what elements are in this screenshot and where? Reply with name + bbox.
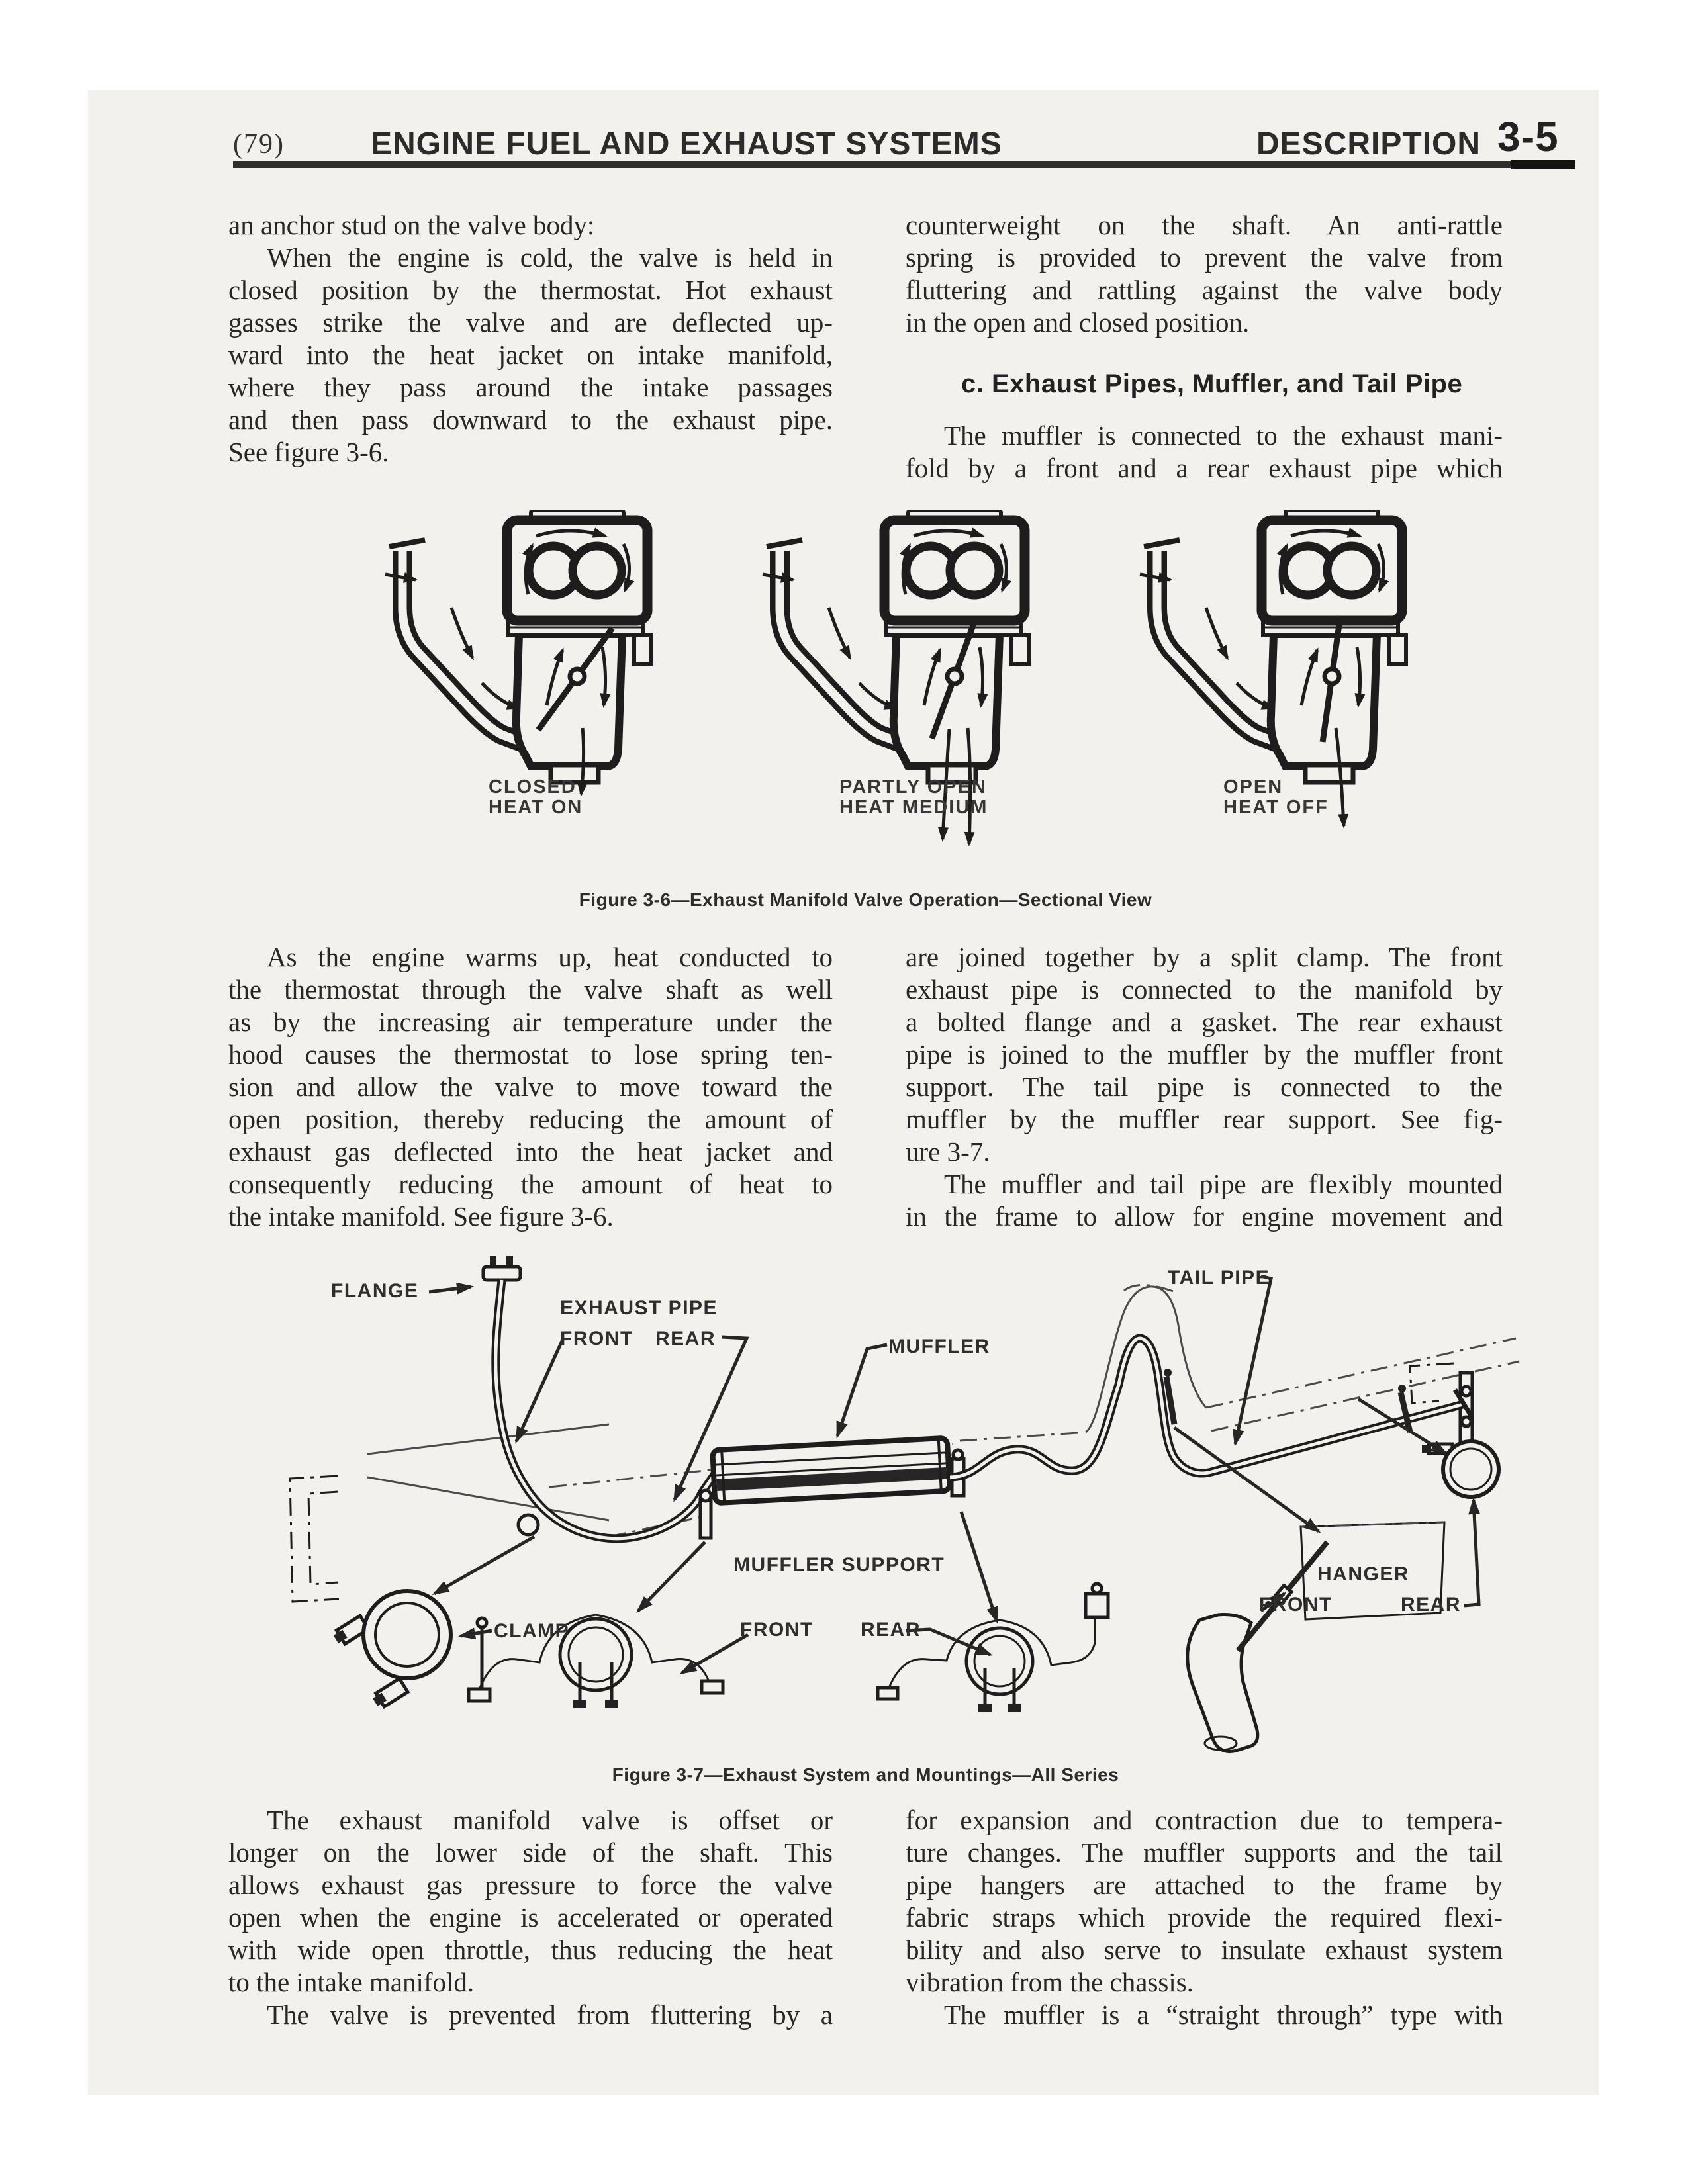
text-line: longer on the lower side of the shaft. This — [228, 1837, 833, 1868]
figure-label-tail-pipe: TAIL PIPE — [1168, 1267, 1270, 1289]
figure-label-exhaust-pipe-rear: REAR — [655, 1328, 716, 1349]
figure-label-muffler-support: MUFFLER SUPPORT — [733, 1554, 945, 1576]
text-block-right-4 — [906, 1804, 1503, 2031]
header-rule — [233, 161, 1575, 168]
text-line: consequently reducing the amount of heat to — [228, 1169, 833, 1199]
text-line: ure 3-7. — [906, 1136, 990, 1167]
text-line: hood causes the thermostat to lose spring ten- — [228, 1039, 833, 1069]
figure-label-hanger-rear: REAR — [1401, 1594, 1462, 1615]
clamp-detail — [332, 1591, 451, 1709]
figure-label-hanger: HANGER — [1317, 1563, 1410, 1585]
text-line: gasses strike the valve and are deflected up- — [228, 307, 833, 338]
figure-label-hanger-front: FRONT — [1259, 1594, 1333, 1615]
text-line: sion and allow the valve to move toward the — [228, 1071, 833, 1102]
text-line: to the intake manifold. — [228, 1967, 475, 1997]
figure-label-exhaust-pipe-front: FRONT — [560, 1328, 633, 1349]
text-line: fluttering and rattling against the valve body — [906, 275, 1503, 305]
text-line: a bolted flange and a gasket. The rear exhaust — [906, 1007, 1503, 1037]
text-line: ward into the heat jacket on intake manifold, — [228, 340, 833, 370]
text-line: The exhaust manifold valve is offset or — [267, 1805, 833, 1835]
text-line: muffler by the muffler rear support. See fig- — [906, 1104, 1503, 1134]
text-block-right-2 — [906, 420, 1503, 484]
figure-label-line: HEAT ON — [489, 797, 583, 818]
text-line: and then pass downward to the exhaust pipe. — [228, 404, 833, 435]
hanger-front-detail — [1188, 1522, 1444, 1752]
section-heading-c: c. Exhaust Pipes, Muffler, and Tail Pipe — [961, 369, 1463, 398]
figure-label-line: HEAT OFF — [1223, 797, 1329, 818]
text-line: See figure 3-6. — [228, 437, 389, 467]
text-line: open position, thereby reducing the amount of — [228, 1104, 833, 1134]
figure-label-clamp: CLAMP — [494, 1620, 570, 1642]
text-line: spring is provided to prevent the valve from — [906, 242, 1503, 273]
text-line: The muffler is a “straight through” type with — [944, 1999, 1503, 2030]
figure-label-open — [1223, 777, 1329, 818]
text-line: for expansion and contraction due to tempera- — [906, 1805, 1503, 1835]
header-title: ENGINE FUEL AND EXHAUST SYSTEMS — [371, 126, 1002, 161]
manifold-closed — [385, 510, 651, 794]
text-line: The valve is prevented from fluttering by a — [267, 1999, 833, 2030]
fig-3-7-exhaust-system-diagram — [238, 1226, 1556, 1755]
text-line: pipe is joined to the muffler by the muffler front — [906, 1039, 1503, 1069]
figure-label-line: PARTLY OPEN — [839, 776, 987, 797]
figure-label-muffler-support-front: FRONT — [740, 1619, 814, 1641]
text-block-left-3 — [228, 1804, 833, 2031]
text-line: pipe hangers are attached to the frame by — [906, 1870, 1503, 1900]
text-line: When the engine is cold, the valve is held in — [267, 242, 833, 273]
figure-label-line: CLOSED — [489, 776, 577, 797]
muffler-support-rear-detail — [878, 1584, 1108, 1712]
text-line: exhaust pipe is connected to the manifold by — [906, 974, 1503, 1005]
header-rule-end — [1511, 160, 1575, 169]
figure-label-line: HEAT MEDIUM — [839, 797, 988, 818]
text-block-left-1 — [228, 209, 833, 469]
text-line: bility and also serve to insulate exhaust system — [906, 1934, 1503, 1965]
header-page-code: 3-5 — [1497, 114, 1559, 160]
figure-3-6-caption: Figure 3-6—Exhaust Manifold Valve Operation—Sectional View — [579, 889, 1152, 910]
text-line: closed position by the thermostat. Hot exhaust — [228, 275, 833, 305]
text-line: ture changes. The muffler supports and the tail — [906, 1837, 1503, 1868]
text-line: in the open and closed position. — [906, 307, 1250, 338]
text-line: where they pass around the intake passages — [228, 372, 833, 402]
text-line: vibration from the chassis. — [906, 1967, 1194, 1997]
figure-label-line: OPEN — [1223, 776, 1284, 797]
text-line: fabric straps which provide the required flexi- — [906, 1902, 1503, 1933]
text-line: as by the increasing air temperature under the — [228, 1007, 833, 1037]
text-line: counterweight on the shaft. An anti-rattle — [906, 210, 1503, 240]
figure-label-flange: FLANGE — [331, 1280, 419, 1302]
text-block-right-1 — [906, 209, 1503, 339]
text-line: in the frame to allow for engine movement and — [906, 1201, 1503, 1232]
figure-label-partly-open — [839, 777, 988, 818]
text-line: with wide open throttle, thus reducing the heat — [228, 1934, 833, 1965]
figure-label-exhaust-pipe: EXHAUST PIPE — [560, 1297, 718, 1319]
flange-fitting — [483, 1256, 520, 1280]
figure-3-7-caption: Figure 3-7—Exhaust System and Mountings—All Series — [612, 1764, 1119, 1785]
text-line: an anchor stud on the valve body: — [228, 210, 595, 240]
muffler-drawing — [712, 1438, 950, 1503]
text-line: the thermostat through the valve shaft as well — [228, 974, 833, 1005]
text-block-right-3 — [906, 941, 1503, 1233]
text-line: support. The tail pipe is connected to the — [906, 1071, 1503, 1102]
text-line: exhaust gas deflected into the heat jacket and — [228, 1136, 833, 1167]
text-block-left-2 — [228, 941, 833, 1233]
text-line: open when the engine is accelerated or operated — [228, 1902, 833, 1933]
figure-label-closed — [489, 777, 583, 818]
text-line: The muffler and tail pipe are flexibly mounted — [944, 1169, 1503, 1199]
figure-label-muffler-support-rear: REAR — [861, 1619, 921, 1641]
text-line: As the engine warms up, heat conducted to — [267, 942, 833, 972]
text-line: the intake manifold. See figure 3-6. — [228, 1201, 614, 1232]
text-line: The muffler is connected to the exhaust mani- — [944, 420, 1503, 451]
text-line: fold by a front and a rear exhaust pipe which — [906, 453, 1503, 483]
text-line: allows exhaust gas pressure to force the valve — [228, 1870, 833, 1900]
header-page-number: (79) — [233, 129, 285, 159]
header-section: DESCRIPTION — [1256, 126, 1481, 161]
figure-label-muffler: MUFFLER — [888, 1336, 990, 1357]
text-line: are joined together by a split clamp. The front — [906, 942, 1503, 972]
